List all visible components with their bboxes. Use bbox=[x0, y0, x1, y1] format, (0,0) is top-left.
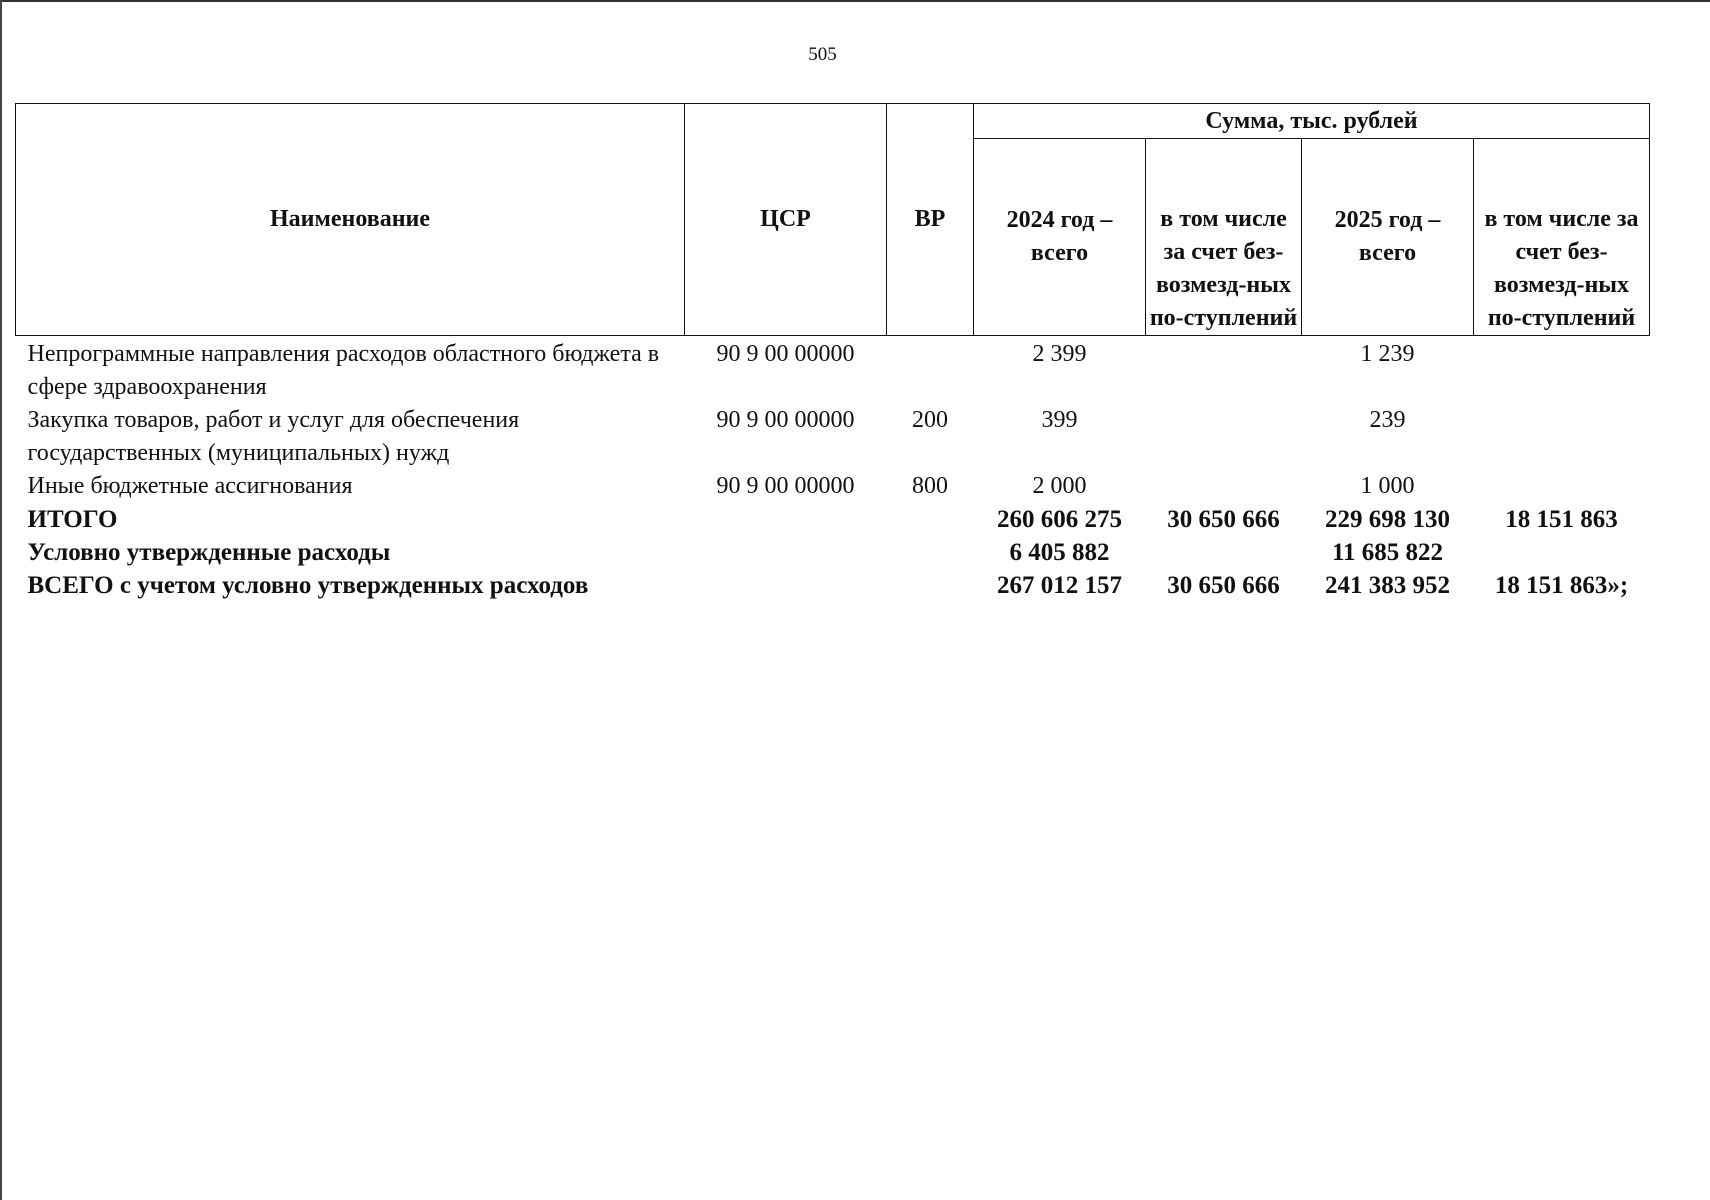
row-2025-total: 239 bbox=[1369, 407, 1406, 433]
row-vr bbox=[887, 569, 974, 602]
row-name: Непрограммные направления расходов областного бюджета в сфере здравоохранения bbox=[27, 341, 660, 400]
row-vr bbox=[887, 503, 974, 536]
row-name: Условно утвержденные расходы bbox=[27, 539, 391, 566]
table-row bbox=[16, 336, 1650, 405]
row-2025-total: 11 685 822 bbox=[1331, 539, 1444, 566]
row-2024-gratuitous bbox=[1146, 470, 1302, 503]
header-sum-group: Сумма, тыс. рублей bbox=[974, 104, 1650, 139]
row-2024-total: 267 012 157 bbox=[997, 572, 1122, 599]
header-2025-total: 2025 год – всего bbox=[1302, 139, 1474, 336]
row-2025-total: 229 698 130 bbox=[1325, 506, 1450, 533]
row-2024-gratuitous bbox=[1146, 336, 1302, 405]
row-2025-total: 1 239 bbox=[1360, 341, 1415, 367]
table-row bbox=[16, 404, 1650, 470]
row-2024-gratuitous: 30 650 666 bbox=[1167, 572, 1280, 599]
row-2025-gratuitous bbox=[1474, 404, 1650, 470]
row-2024-gratuitous: 30 650 666 bbox=[1167, 506, 1280, 533]
header-name: Наименование bbox=[16, 104, 685, 336]
header-2024-gratuitous: в том числе за счет без-возмезд-ных по-ступлений bbox=[1146, 139, 1302, 336]
table-row-conditional bbox=[16, 536, 1650, 569]
row-2024-total: 6 405 882 bbox=[1009, 539, 1110, 566]
row-name: Закупка товаров, работ и услуг для обеспечения государственных (муниципальных) нужд bbox=[27, 407, 520, 466]
page-number: 505 bbox=[808, 44, 837, 65]
row-2025-gratuitous: 18 151 863»; bbox=[1494, 572, 1629, 599]
row-2024-total: 260 606 275 bbox=[997, 506, 1122, 533]
row-2025-gratuitous bbox=[1474, 536, 1650, 569]
row-csr: 90 9 00 00000 bbox=[716, 473, 855, 499]
row-2025-gratuitous bbox=[1474, 336, 1650, 405]
row-2024-gratuitous bbox=[1146, 404, 1302, 470]
row-vr: 800 bbox=[912, 473, 948, 499]
table-body bbox=[16, 336, 1650, 603]
row-vr bbox=[887, 336, 974, 405]
row-2024-total: 2 000 bbox=[1032, 473, 1087, 499]
row-2024-total: 2 399 bbox=[1032, 341, 1087, 367]
row-2025-total: 1 000 bbox=[1360, 473, 1415, 499]
row-2024-gratuitous bbox=[1146, 536, 1302, 569]
row-vr: 200 bbox=[912, 407, 948, 433]
table-row bbox=[16, 470, 1650, 503]
header-csr: ЦСР bbox=[685, 104, 887, 336]
row-2025-total: 241 383 952 bbox=[1325, 572, 1450, 599]
row-2025-gratuitous bbox=[1474, 470, 1650, 503]
header-2025-gratuitous: в том числе за счет без-возмезд-ных по-ступлений bbox=[1474, 139, 1650, 336]
left-border-line bbox=[0, 0, 2, 1200]
row-name: ВСЕГО с учетом условно утвержденных расходов bbox=[27, 572, 589, 599]
row-vr bbox=[887, 536, 974, 569]
row-2024-total: 399 bbox=[1041, 407, 1078, 433]
row-name: Иные бюджетные ассигнования bbox=[27, 473, 353, 499]
header-vr: ВР bbox=[887, 104, 974, 336]
header-2024-total: 2024 год – всего bbox=[974, 139, 1146, 336]
table-header bbox=[16, 104, 1650, 336]
row-name: ИТОГО bbox=[27, 506, 118, 533]
row-csr bbox=[685, 536, 887, 569]
row-csr: 90 9 00 00000 bbox=[716, 407, 855, 433]
row-csr bbox=[685, 569, 887, 602]
row-csr bbox=[685, 503, 887, 536]
table-row-grand-total bbox=[16, 569, 1650, 602]
budget-table bbox=[15, 103, 1650, 602]
row-2025-gratuitous: 18 151 863 bbox=[1505, 506, 1618, 533]
table-row-total bbox=[16, 503, 1650, 536]
row-csr: 90 9 00 00000 bbox=[716, 341, 855, 367]
top-border-line bbox=[0, 0, 1710, 2]
